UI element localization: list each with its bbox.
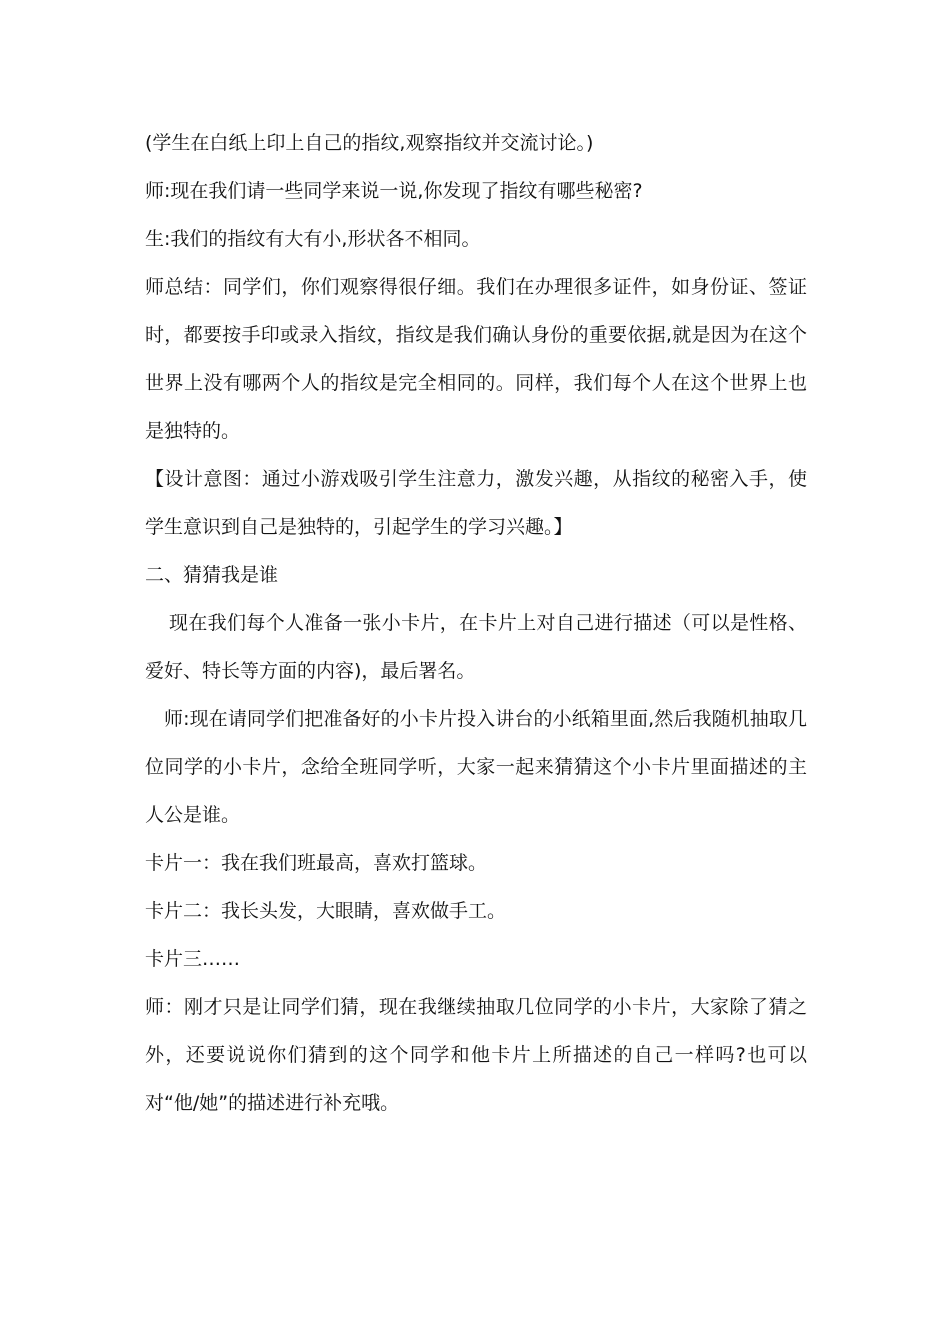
card-instructions: 现在我们每个人准备一张小卡片，在卡片上对自己进行描述（可以是性格、爱好、特长等方面的内容)，最后署名。 (145, 612, 807, 682)
teacher-summary: 师总结：同学们，你们观察得很仔细。我们在办理很多证件，如身份证、签证时，都要按手印或录入指纹，指纹是我们确认身份的重要依据,就是因为在这个世界上没有哪两个人的指纹是完全相同的。同样，我们每个人在这个世界上也是独特的。 (145, 276, 807, 442)
student-activity-note: (学生在白纸上印上自己的指纹,观察指纹并交流讨论。) (145, 132, 594, 154)
teacher-followup: 师：刚才只是让同学们猜，现在我继续抽取几位同学的小卡片，大家除了猜之外，还要说说你们猜到的这个同学和他卡片上所描述的自己一样吗?也可以对“他/她”的描述进行补充哦。 (145, 996, 807, 1114)
design-intent: 【设计意图：通过小游戏吸引学生注意力，激发兴趣，从指纹的秘密入手，使学生意识到自己是独特的，引起学生的学习兴趣。】 (145, 468, 807, 538)
teacher-question: 师:现在我们请一些同学来说一说,你发现了指纹有哪些秘密? (145, 180, 643, 202)
teacher-instructions: 师:现在请同学们把准备好的小卡片投入讲台的小纸箱里面,然后我随机抽取几位同学的小卡片，念给全班同学听，大家一起来猜猜这个小卡片里面描述的主人公是谁。 (145, 708, 807, 826)
document-body (145, 119, 807, 1127)
section-heading: 二、猜猜我是谁 (145, 564, 279, 586)
card-two: 卡片二：我长头发，大眼睛，喜欢做手工。 (145, 900, 507, 922)
card-three: 卡片三…… (145, 948, 241, 970)
student-answer: 生:我们的指纹有大有小,形状各不相同。 (145, 228, 481, 250)
card-one: 卡片一：我在我们班最高，喜欢打篮球。 (145, 852, 488, 874)
